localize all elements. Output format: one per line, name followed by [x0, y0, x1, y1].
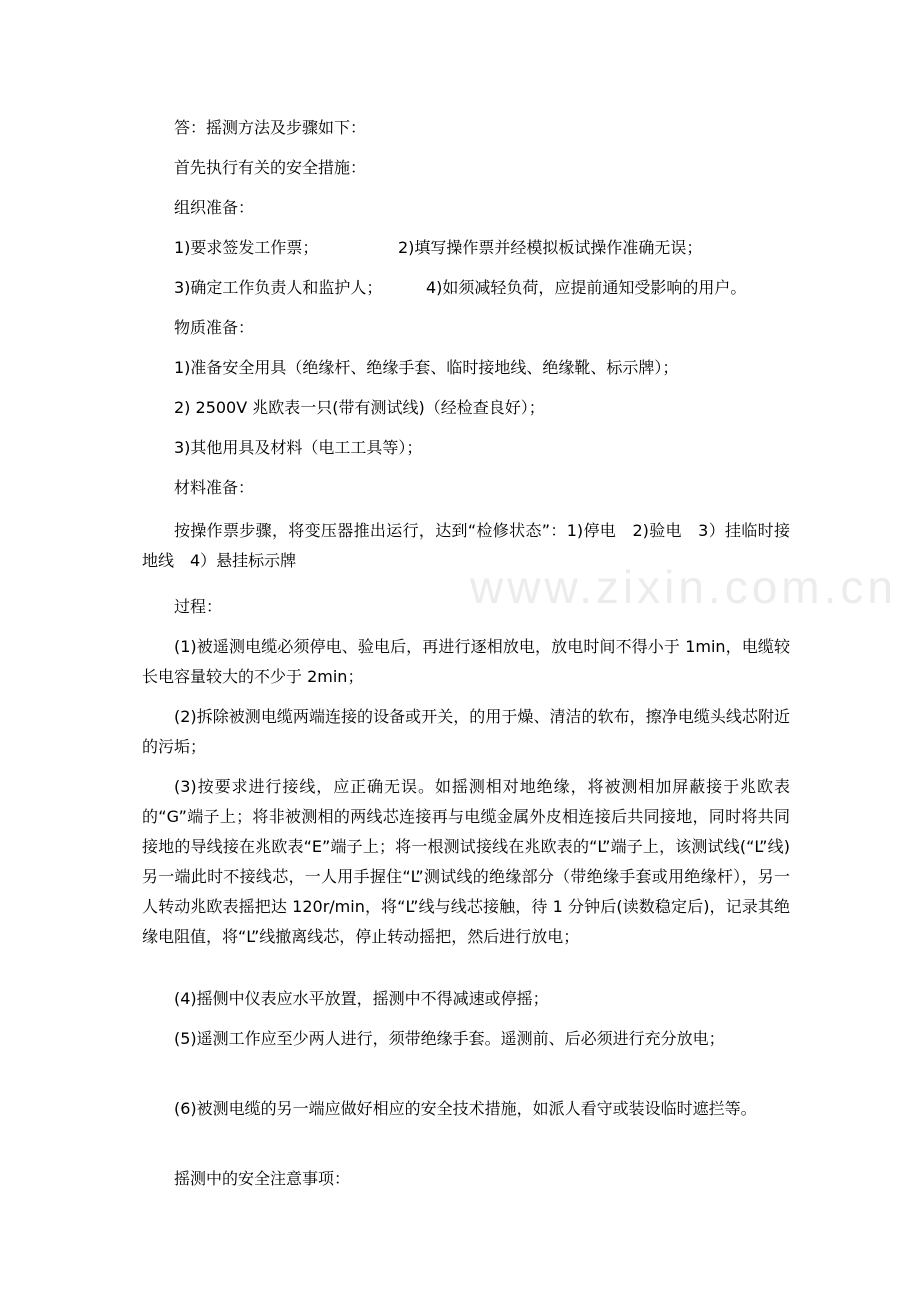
process-heading: 过程： [174, 597, 223, 616]
materials-prep-heading: 材料准备： [174, 478, 255, 497]
material-prep-item-3: 3)其他用具及材料（电工工具等）； [174, 438, 423, 457]
org-prep-item-1: 1)要求签发工作票； [174, 238, 319, 257]
process-step-6: (6)被测电缆的另一端应做好相应的安全技术措施，如派人看守或装设临时遮拦等。 [174, 1099, 757, 1118]
safety-measures-heading: 首先执行有关的安全措施： [174, 158, 367, 177]
org-prep-item-3: 3)确定工作负责人和监护人； [174, 278, 383, 297]
operation-steps-paragraph: 按操作票步骤，将变压器推出运行，达到“检修状态”：1)停电 2)验电 3）挂临时接地线 4）悬挂标示牌 [142, 521, 790, 570]
process-step-5: (5)遥测工作应至少两人进行，须带绝缘手套。遥测前、后必须进行充分放电； [174, 1029, 725, 1048]
process-step-3: (3)按要求进行接线，应正确无误。如摇测相对地绝缘，将被测相加屏蔽接于兆欧表的“G”端子上；将非被测相的两线芯连接再与电缆金属外皮相连接后共同接地，同时将共同接地的导线接在兆欧表“E”端子上；将一根测试接线在兆欧表的“L”端子上，该测试线(“L”线)另一端此时不接线芯，一人用手握住“L”测试线的绝缘部分（带绝缘手套或用绝缘杆），另一人转动兆欧表摇把达 120r/min，将“L”线与线芯接触，待 1 分钟后(读数稳定后)，记录其绝缘电阻值，将“L”线撤离线芯，停止转动摇把，然后进行放电； [142, 777, 790, 946]
org-prep-item-2: 2)填写操作票并经模拟板试操作准确无误； [398, 238, 703, 257]
process-step-4: (4)摇侧中仪表应水平放置，摇测中不得减速或停摇； [174, 989, 549, 1008]
process-step-2: (2)拆除被测电缆两端连接的设备或开关，的用于燥、清洁的软布，擦净电缆头线芯附近的污垢； [142, 707, 790, 756]
material-prep-item-2: 2) 2500V 兆欧表一只(带有测试线)（经检查良好）； [174, 398, 545, 417]
safety-notes-heading: 摇测中的安全注意事项： [174, 1169, 351, 1188]
org-prep-item-4: 4)如须减轻负荷，应提前通知受影响的用户。 [426, 278, 747, 297]
material-prep-heading: 物质准备： [174, 318, 255, 337]
material-prep-item-1: 1)准备安全用具（绝缘杆、绝缘手套、临时接地线、绝缘靴、标示牌）； [174, 358, 679, 377]
process-step-1: (1)被遥测电缆必须停电、验电后，再进行逐相放电，放电时间不得小于 1min，电缆较长电容量较大的不少于 2min； [142, 637, 790, 686]
answer-intro: 答：摇测方法及步骤如下： [174, 118, 367, 137]
site-watermark: www.zixin.com.cn [470, 561, 897, 613]
organization-prep-heading: 组织准备： [174, 198, 255, 217]
